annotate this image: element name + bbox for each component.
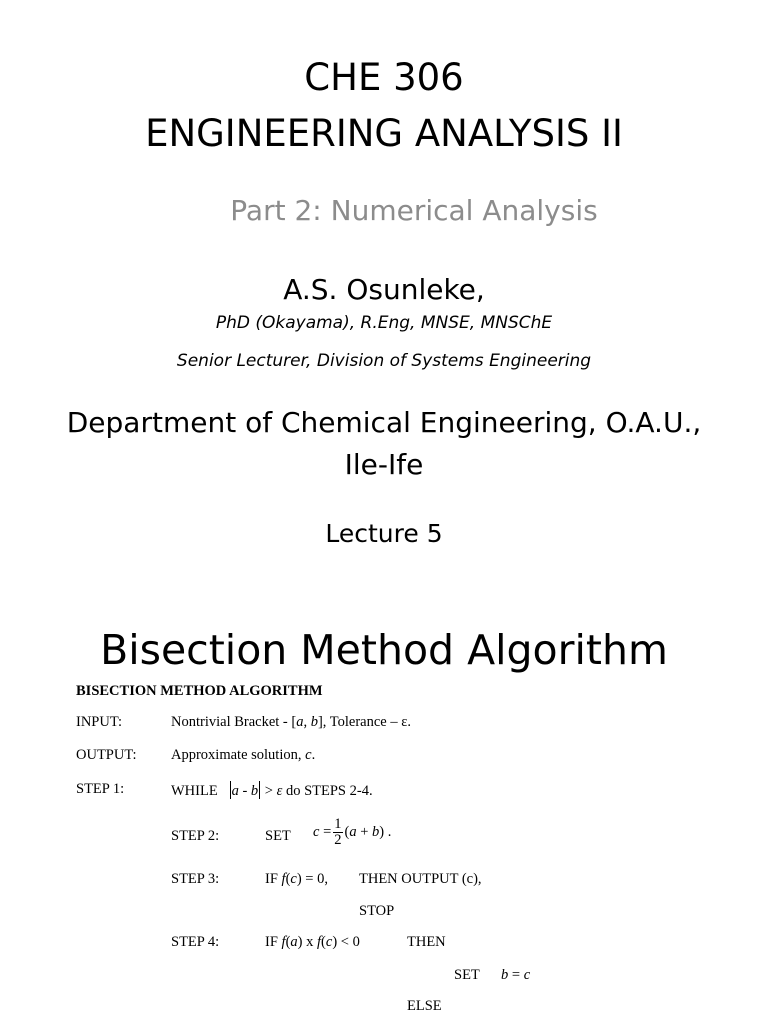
course-title: ENGINEERING ANALYSIS II [145,112,623,155]
course-code: CHE 306 [304,56,464,99]
step4-condition: IF f(a) x f(c) < 0 [265,934,360,950]
step3-label: STEP 3: [171,871,220,887]
step4-then: THEN [407,934,446,950]
author-role: Senior Lecturer, Division of Systems Engineering [176,351,592,371]
step4-assign: b = c [501,967,531,983]
step3-condition: IF f(c) = 0, [265,871,328,887]
step1-label: STEP 1: [76,781,125,797]
input-label: INPUT: [76,714,122,730]
author-qualifications: PhD (Okayama), R.Eng, MNSE, MNSChE [215,313,553,333]
author-name: A.S. Osunleke, [283,273,485,306]
part-subtitle: Part 2: Numerical Analysis [230,194,598,227]
step2-set: SET [265,828,291,844]
slide-title: Bisection Method Algorithm [100,626,668,674]
fraction-one-half: $\frac{1}{2}$ [334,816,342,848]
output-text: Approximate solution, c. [171,747,316,763]
department-line-1: Department of Chemical Engineering, O.A.U., [66,406,702,439]
step1-text: WHILE a - b > ε do STEPS 2-4. [171,783,373,799]
step4-set: SET [454,967,480,983]
output-label: OUTPUT: [76,747,137,763]
department-line-2: Ile-Ife [344,448,424,481]
step2-label: STEP 2: [171,828,220,844]
input-text: Nontrivial Bracket - [a, b], Tolerance – ε. [171,714,411,730]
algorithm-heading: BISECTION METHOD ALGORITHM [76,683,323,699]
lecture-number: Lecture 5 [325,519,443,548]
step3-then: THEN OUTPUT (c), [359,871,482,887]
step4-label: STEP 4: [171,934,220,950]
step4-else: ELSE [407,998,442,1014]
step3-stop: STOP [359,903,395,919]
step2-formula: c = $\frac{1}{2}$ (a + b) . [313,816,392,848]
